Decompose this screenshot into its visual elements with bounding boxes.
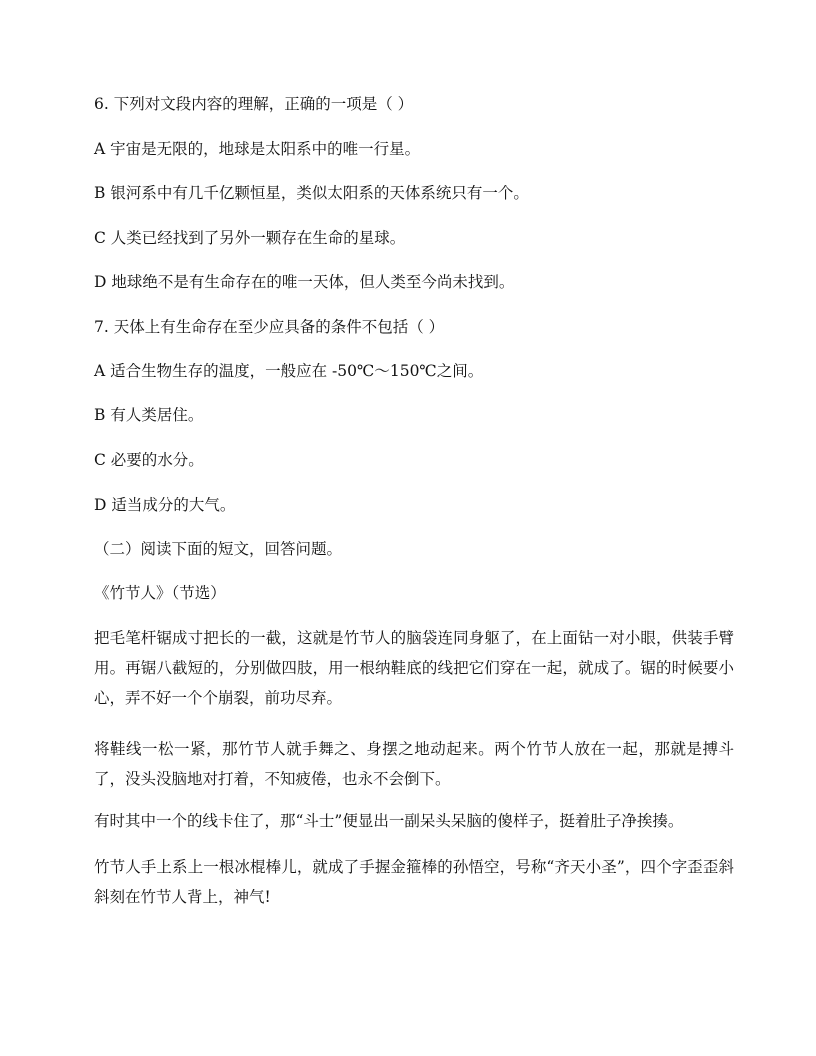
passage-paragraph: 竹节人手上系上一根冰棍棒儿，就成了手握金箍棒的孙悟空，号称“齐天小圣”，四个字歪歪斜斜刻在竹节人背上，神气!	[94, 858, 734, 906]
question-7-stem: 7. 天体上有生命存在至少应具备的条件不包括（ ）	[94, 318, 445, 336]
passage-paragraph: 有时其中一个的线卡住了，那“斗士”便显出一副呆头呆脑的傻样子，挺着肚子净挨揍。	[94, 812, 684, 830]
section-heading: （二）阅读下面的短文，回答问题。	[94, 540, 343, 558]
question-6-option-c: C 人类已经找到了另外一颗存在生命的星球。	[94, 229, 406, 247]
question-7-option-d: D 适当成分的大气。	[94, 496, 236, 514]
question-7-option-a: A 适合生物生存的温度，一般应在 -50℃～150℃之间。	[94, 362, 484, 380]
passage-title: 《竹节人》（节选）	[94, 584, 226, 602]
passage-paragraph: 把毛笔杆锯成寸把长的一截，这就是竹节人的脑袋连同身躯了，在上面钻一对小眼，供装手臂用。再锯八截短的，分别做四肢，用一根纳鞋底的线把它们穿在一起，就成了。锯的时候要小心，弄不好一个个崩裂，前功尽弃。	[94, 629, 734, 707]
question-6-option-a: A 宇宙是无限的，地球是太阳系中的唯一行星。	[94, 140, 421, 158]
question-7-option-b: B 有人类居住。	[94, 406, 204, 424]
question-6-stem: 6. 下列对文段内容的理解，正确的一项是（ ）	[94, 95, 414, 113]
question-6-option-d: D 地球绝不是有生命存在的唯一天体，但人类至今尚未找到。	[94, 273, 515, 291]
question-7-option-c: C 必要的水分。	[94, 451, 204, 469]
question-6-option-b: B 银河系中有几千亿颗恒星，类似太阳系的天体系统只有一个。	[94, 184, 529, 202]
passage-paragraph: 将鞋线一松一紧，那竹节人就手舞之、身摆之地动起来。两个竹节人放在一起，那就是搏斗了，没头没脑地对打着，不知疲倦，也永不会倒下。	[94, 740, 734, 788]
